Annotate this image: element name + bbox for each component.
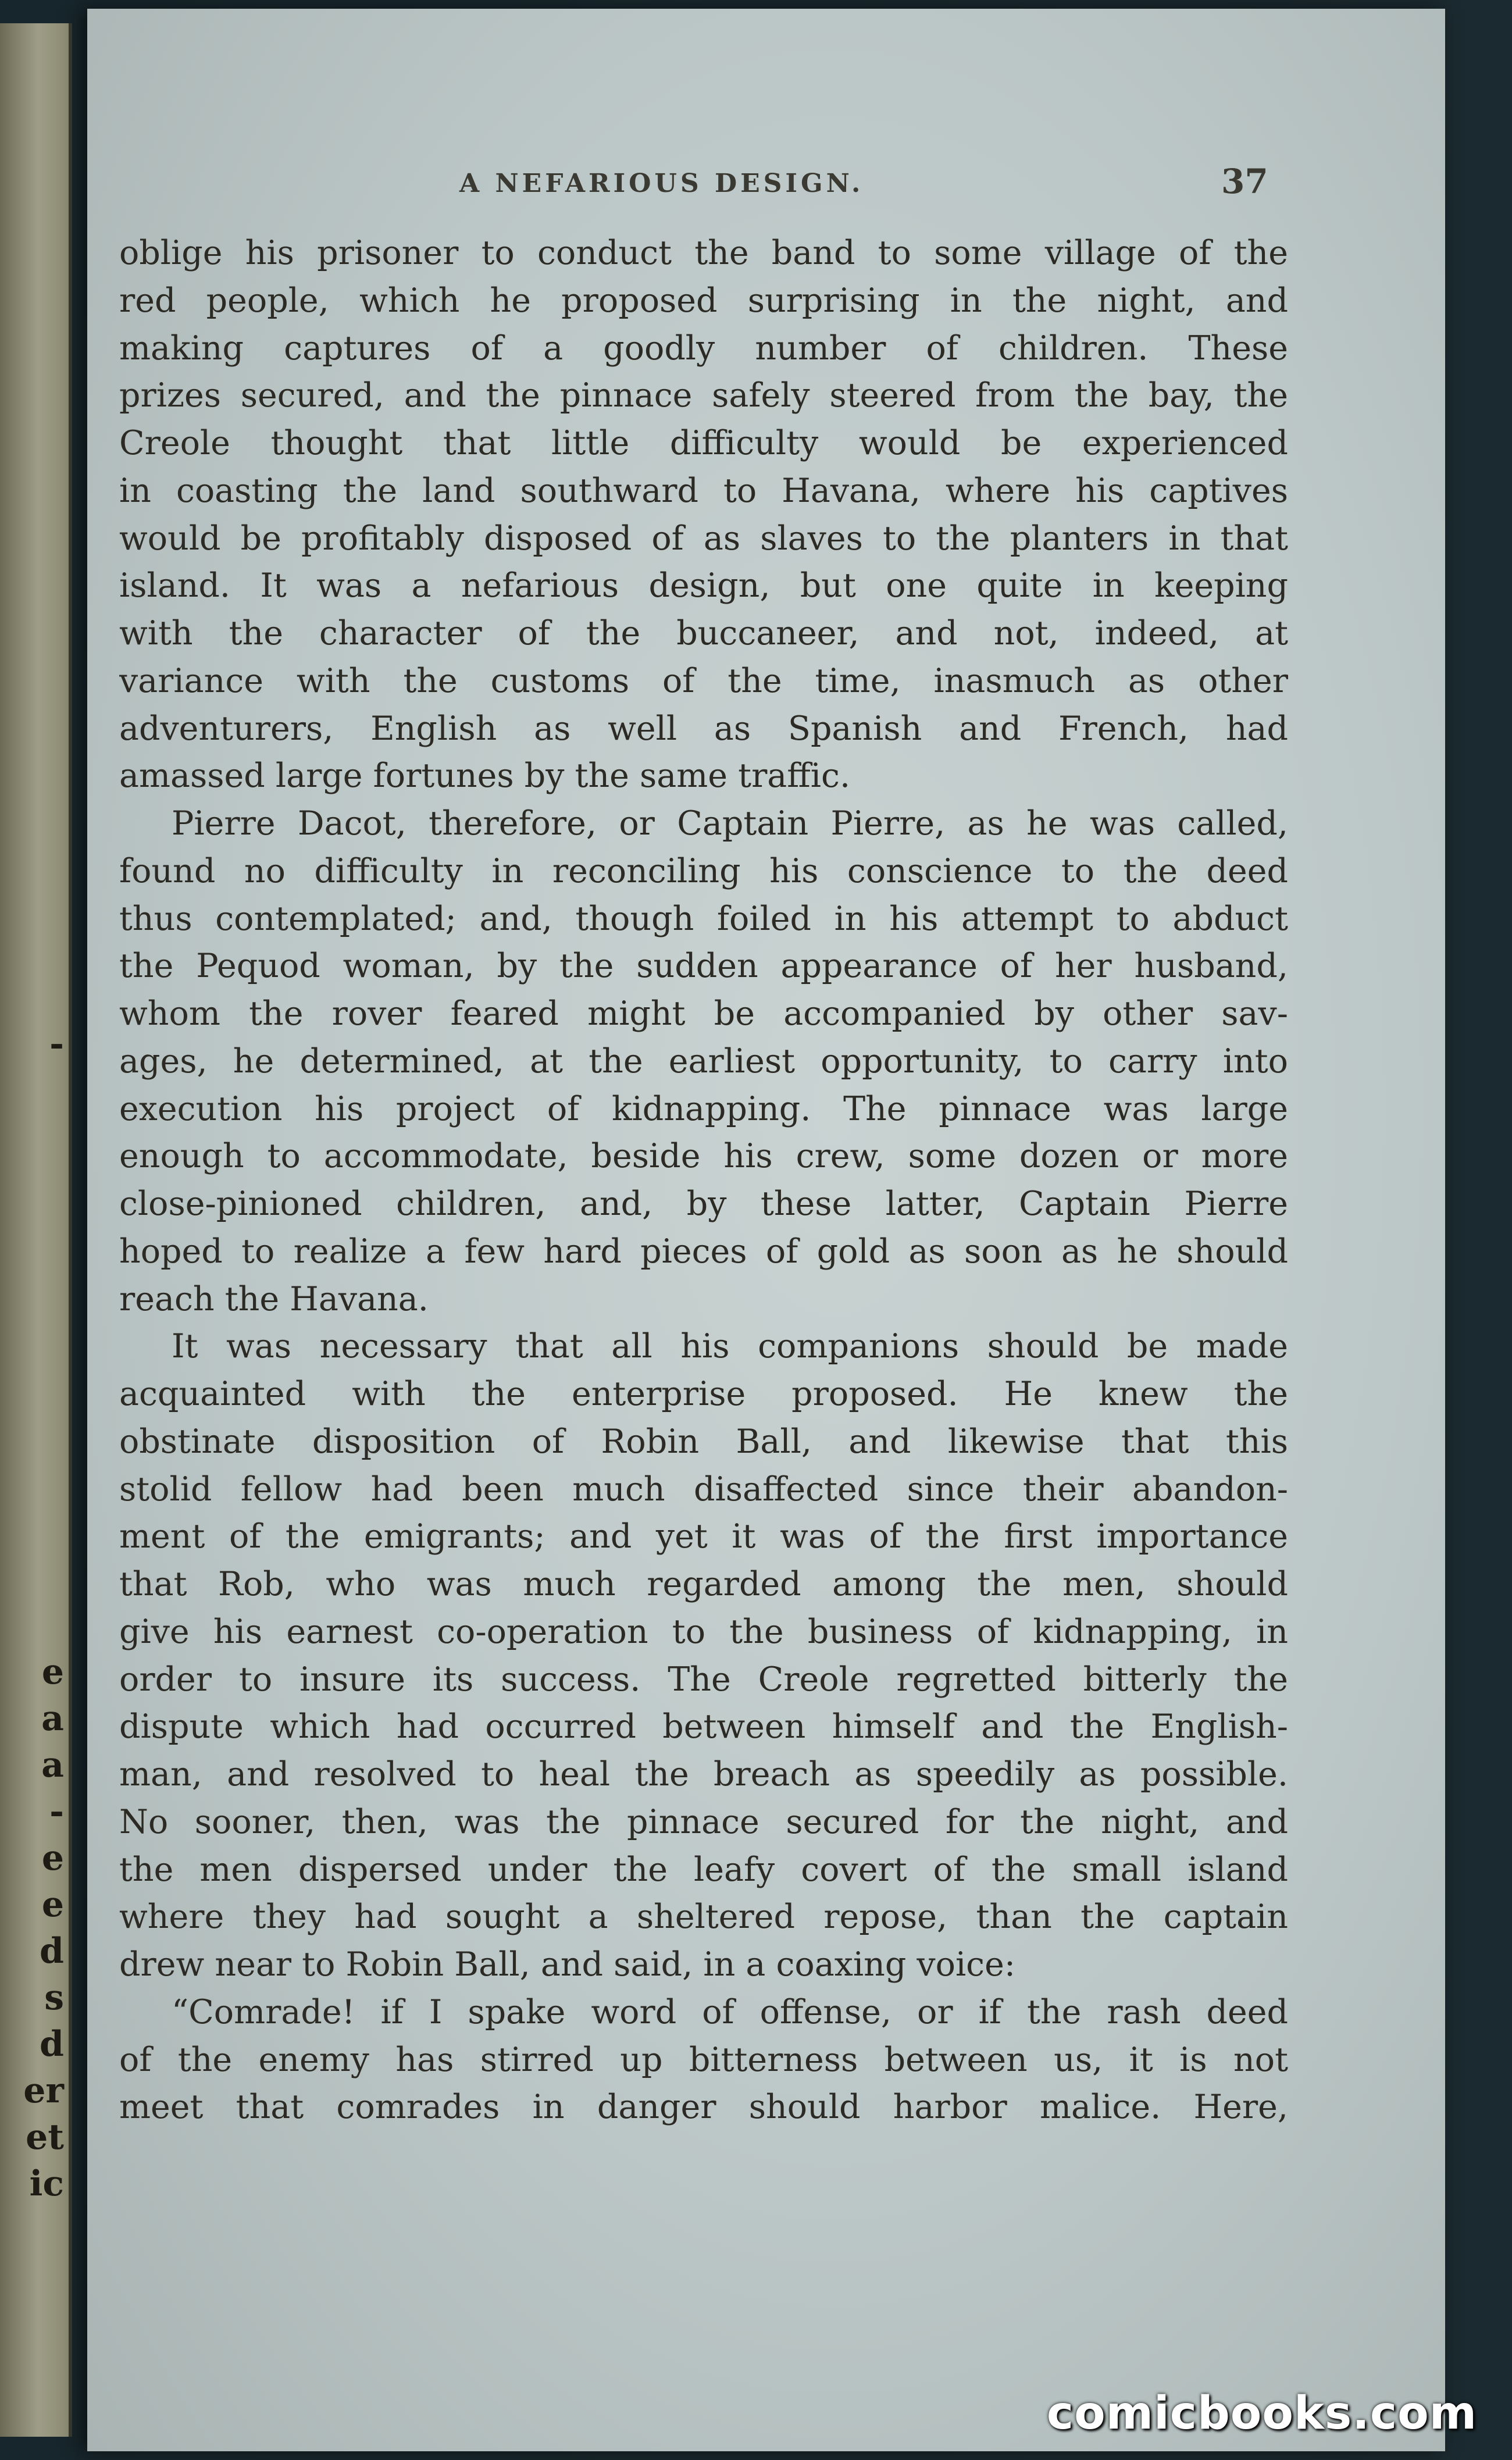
facing-page-fragment: d <box>40 1931 64 1971</box>
text-line: oblige his prisoner to conduct the band to some village of the <box>119 234 1288 272</box>
facing-page-fragment: a <box>41 1698 64 1739</box>
text-line: adventurers, English as well as Spanish and French, had <box>119 709 1288 748</box>
text-line: of the enemy has stirred up bitterness between us, it is not <box>119 2040 1288 2079</box>
facing-page-fragment: d <box>40 2024 64 2065</box>
text-line: order to insure its success. The Creole regretted bitterly the <box>119 1660 1288 1699</box>
text-line: amassed large fortunes by the same traffic. <box>119 757 851 796</box>
facing-page-fragment: e <box>41 1884 64 1925</box>
text-line: the men dispersed under the leafy covert of the small island <box>119 1850 1288 1889</box>
text-line: prizes secured, and the pinnace safely steered from the bay, the <box>119 376 1288 415</box>
facing-page-fragment: - <box>49 1791 64 1832</box>
text-line: meet that comrades in danger should harbor malice. Here, <box>119 2088 1288 2127</box>
text-line: give his earnest co-operation to the business of kidnapping, in <box>119 1612 1288 1651</box>
facing-page-fragment: s <box>44 1977 64 2018</box>
body-text <box>119 230 1288 2131</box>
text-line: man, and resolved to heal the breach as speedily as possible. <box>119 1755 1288 1794</box>
text-line: making captures of a goodly number of children. These <box>119 329 1288 368</box>
text-line: enough to accommodate, beside his crew, some dozen or more <box>119 1137 1288 1176</box>
facing-page-fragment: a <box>41 1745 64 1785</box>
text-line: dispute which had occurred between himself and the English- <box>119 1707 1288 1746</box>
text-line: obstinate disposition of Robin Ball, and likewise that this <box>119 1422 1288 1461</box>
text-line: acquainted with the enterprise proposed. He knew the <box>119 1375 1288 1413</box>
text-line: execution his project of kidnapping. The pinnace was large <box>119 1089 1288 1128</box>
facing-page-edge <box>0 23 72 2437</box>
text-line: that Rob, who was much regarded among the men, should <box>119 1565 1288 1603</box>
facing-page-fragment: e <box>41 1652 64 1692</box>
text-line: the Pequod woman, by the sudden appearance of her husband, <box>119 947 1288 986</box>
text-line: whom the rover feared might be accompanied by other sav- <box>119 994 1288 1033</box>
text-line: found no difficulty in reconciling his conscience to the deed <box>119 851 1288 890</box>
text-line: island. It was a nefarious design, but one quite in keeping <box>119 566 1288 605</box>
text-line: ages, he determined, at the earliest opportunity, to carry into <box>119 1042 1288 1081</box>
page-header <box>87 157 1445 201</box>
facing-page-fragment: - <box>49 1024 64 1064</box>
text-line: would be profitably disposed of as slaves to the planters in that <box>119 519 1288 558</box>
text-line: No sooner, then, was the pinnace secured for the night, and <box>119 1802 1288 1841</box>
page-number: 37 <box>1221 162 1268 201</box>
text-line: with the character of the buccaneer, and not, indeed, at <box>119 614 1288 653</box>
running-head: A NEFARIOUS DESIGN. <box>459 169 864 198</box>
facing-page-fragment: e <box>41 1838 64 1878</box>
watermark-logo: comicbooks.com <box>1046 2387 1477 2440</box>
text-line: It was necessary that all his companions should be made <box>172 1327 1288 1366</box>
text-line: Pierre Dacot, therefore, or Captain Pierre, as he was called, <box>172 804 1288 843</box>
text-line: Creole thought that little difficulty would be experienced <box>119 424 1288 462</box>
text-line: in coasting the land southward to Havana, where his captives <box>119 471 1288 510</box>
facing-page-fragment: et <box>26 2117 64 2158</box>
text-line: drew near to Robin Ball, and said, in a coaxing voice: <box>119 1945 1016 1984</box>
text-line: variance with the customs of the time, inasmuch as other <box>119 661 1288 700</box>
text-line: where they had sought a sheltered repose, than the captain <box>119 1898 1288 1937</box>
text-line: thus contemplated; and, though foiled in his attempt to abduct <box>119 899 1288 938</box>
text-line: “Comrade! if I spake word of offense, or if the rash deed <box>172 1992 1288 2031</box>
text-line: ment of the emigrants; and yet it was of the first importance <box>119 1517 1288 1556</box>
text-line: stolid fellow had been much disaffected since their abandon- <box>119 1470 1288 1509</box>
text-line: reach the Havana. <box>119 1279 429 1318</box>
text-line: red people, which he proposed surprising in the night, and <box>119 281 1288 320</box>
facing-page-fragment: er <box>23 2070 64 2111</box>
text-line: hoped to realize a few hard pieces of gold as soon as he should <box>119 1232 1288 1271</box>
text-line: close-pinioned children, and, by these latter, Captain Pierre <box>119 1185 1288 1223</box>
book-page <box>87 9 1445 2451</box>
facing-page-fragment: ic <box>29 2163 64 2204</box>
